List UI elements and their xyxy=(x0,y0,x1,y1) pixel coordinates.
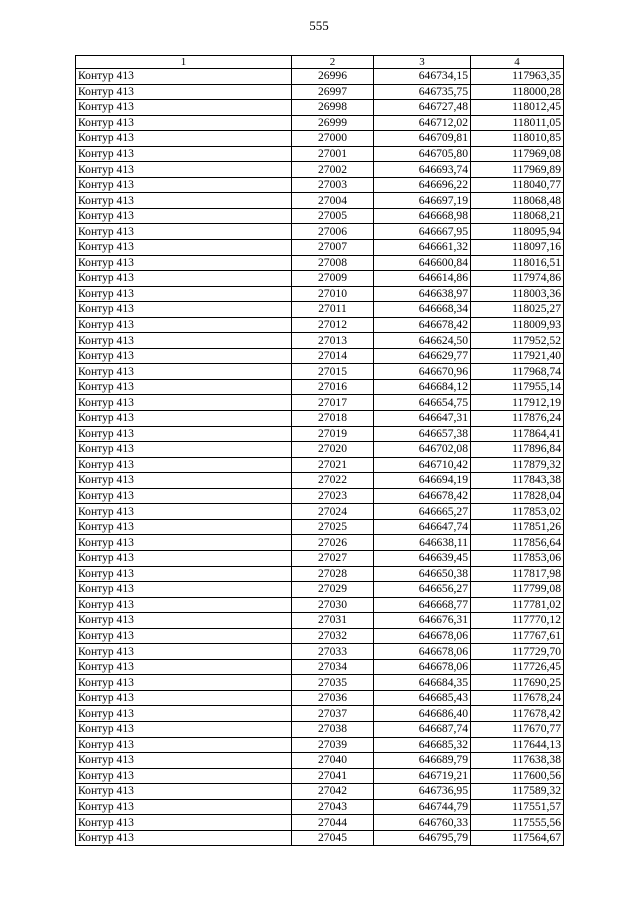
table-row xyxy=(76,597,564,613)
table-row xyxy=(76,457,564,473)
contour-name-cell: Контур 413 xyxy=(76,224,292,240)
table-row xyxy=(76,379,564,395)
point-number-cell: 27035 xyxy=(292,675,374,691)
point-number-cell: 27033 xyxy=(292,644,374,660)
point-number-cell: 27003 xyxy=(292,177,374,193)
x-coordinate-cell: 646709,81 xyxy=(374,131,471,147)
point-number-cell: 27021 xyxy=(292,457,374,473)
x-coordinate-cell: 646696,22 xyxy=(374,177,471,193)
point-number-cell: 27000 xyxy=(292,131,374,147)
table-row xyxy=(76,69,564,85)
y-coordinate-cell: 117638,38 xyxy=(471,753,564,769)
contour-name-cell: Контур 413 xyxy=(76,442,292,458)
x-coordinate-cell: 646685,32 xyxy=(374,737,471,753)
table-row xyxy=(76,721,564,737)
point-number-cell: 27041 xyxy=(292,768,374,784)
y-coordinate-cell: 117828,04 xyxy=(471,488,564,504)
contour-name-cell: Контур 413 xyxy=(76,411,292,427)
table-row xyxy=(76,411,564,427)
contour-name-cell: Контур 413 xyxy=(76,706,292,722)
x-coordinate-cell: 646685,43 xyxy=(374,690,471,706)
contour-name-cell: Контур 413 xyxy=(76,535,292,551)
point-number-cell: 27036 xyxy=(292,690,374,706)
point-number-cell: 26997 xyxy=(292,84,374,100)
point-number-cell: 27008 xyxy=(292,255,374,271)
table-row xyxy=(76,488,564,504)
y-coordinate-cell: 117670,77 xyxy=(471,721,564,737)
contour-name-cell: Контур 413 xyxy=(76,737,292,753)
y-coordinate-cell: 118012,45 xyxy=(471,100,564,116)
contour-name-cell: Контур 413 xyxy=(76,613,292,629)
x-coordinate-cell: 646668,77 xyxy=(374,597,471,613)
point-number-cell: 26998 xyxy=(292,100,374,116)
point-number-cell: 26996 xyxy=(292,69,374,85)
point-number-cell: 27039 xyxy=(292,737,374,753)
y-coordinate-cell: 117678,42 xyxy=(471,706,564,722)
table-row xyxy=(76,566,564,582)
x-coordinate-cell: 646639,45 xyxy=(374,550,471,566)
y-coordinate-cell: 117969,08 xyxy=(471,146,564,162)
contour-name-cell: Контур 413 xyxy=(76,659,292,675)
x-coordinate-cell: 646684,35 xyxy=(374,675,471,691)
y-coordinate-cell: 117781,02 xyxy=(471,597,564,613)
table-row xyxy=(76,706,564,722)
x-coordinate-cell: 646735,75 xyxy=(374,84,471,100)
y-coordinate-cell: 118068,48 xyxy=(471,193,564,209)
y-coordinate-cell: 117974,86 xyxy=(471,271,564,287)
x-coordinate-cell: 646712,02 xyxy=(374,115,471,131)
table-row xyxy=(76,162,564,178)
table-row xyxy=(76,582,564,598)
table-row xyxy=(76,302,564,318)
y-coordinate-cell: 117678,24 xyxy=(471,690,564,706)
y-coordinate-cell: 118025,27 xyxy=(471,302,564,318)
table-row xyxy=(76,395,564,411)
contour-name-cell: Контур 413 xyxy=(76,628,292,644)
y-coordinate-cell: 118010,85 xyxy=(471,131,564,147)
x-coordinate-cell: 646727,48 xyxy=(374,100,471,116)
table-row xyxy=(76,675,564,691)
point-number-cell: 27015 xyxy=(292,364,374,380)
table-row xyxy=(76,815,564,831)
contour-name-cell: Контур 413 xyxy=(76,550,292,566)
x-coordinate-cell: 646650,38 xyxy=(374,566,471,582)
x-coordinate-cell: 646744,79 xyxy=(374,799,471,815)
y-coordinate-cell: 117879,32 xyxy=(471,457,564,473)
point-number-cell: 27005 xyxy=(292,208,374,224)
contour-name-cell: Контур 413 xyxy=(76,364,292,380)
y-coordinate-cell: 117963,35 xyxy=(471,69,564,85)
x-coordinate-cell: 646678,06 xyxy=(374,628,471,644)
contour-name-cell: Контур 413 xyxy=(76,690,292,706)
column-header-4: 4 xyxy=(471,56,564,69)
table-row xyxy=(76,348,564,364)
table-row xyxy=(76,364,564,380)
y-coordinate-cell: 117729,70 xyxy=(471,644,564,660)
contour-name-cell: Контур 413 xyxy=(76,799,292,815)
x-coordinate-cell: 646647,74 xyxy=(374,519,471,535)
y-coordinate-cell: 117955,14 xyxy=(471,379,564,395)
point-number-cell: 27025 xyxy=(292,519,374,535)
y-coordinate-cell: 117600,56 xyxy=(471,768,564,784)
table-row xyxy=(76,100,564,116)
y-coordinate-cell: 117551,57 xyxy=(471,799,564,815)
contour-name-cell: Контур 413 xyxy=(76,271,292,287)
y-coordinate-cell: 117856,64 xyxy=(471,535,564,551)
coordinates-table xyxy=(75,55,564,846)
contour-name-cell: Контур 413 xyxy=(76,830,292,846)
table-row xyxy=(76,286,564,302)
point-number-cell: 27010 xyxy=(292,286,374,302)
x-coordinate-cell: 646694,19 xyxy=(374,473,471,489)
contour-name-cell: Контур 413 xyxy=(76,348,292,364)
y-coordinate-cell: 118040,77 xyxy=(471,177,564,193)
y-coordinate-cell: 117770,12 xyxy=(471,613,564,629)
point-number-cell: 27014 xyxy=(292,348,374,364)
y-coordinate-cell: 117968,74 xyxy=(471,364,564,380)
contour-name-cell: Контур 413 xyxy=(76,177,292,193)
x-coordinate-cell: 646795,79 xyxy=(374,830,471,846)
table-row xyxy=(76,115,564,131)
x-coordinate-cell: 646638,97 xyxy=(374,286,471,302)
point-number-cell: 27023 xyxy=(292,488,374,504)
y-coordinate-cell: 118068,21 xyxy=(471,208,564,224)
point-number-cell: 27030 xyxy=(292,597,374,613)
contour-name-cell: Контур 413 xyxy=(76,193,292,209)
x-coordinate-cell: 646678,42 xyxy=(374,488,471,504)
table-row xyxy=(76,613,564,629)
point-number-cell: 27034 xyxy=(292,659,374,675)
contour-name-cell: Контур 413 xyxy=(76,597,292,613)
point-number-cell: 27045 xyxy=(292,830,374,846)
point-number-cell: 27020 xyxy=(292,442,374,458)
contour-name-cell: Контур 413 xyxy=(76,582,292,598)
column-header-1: 1 xyxy=(76,56,292,69)
table-row xyxy=(76,255,564,271)
x-coordinate-cell: 646600,84 xyxy=(374,255,471,271)
contour-name-cell: Контур 413 xyxy=(76,815,292,831)
point-number-cell: 27028 xyxy=(292,566,374,582)
point-number-cell: 26999 xyxy=(292,115,374,131)
x-coordinate-cell: 646678,06 xyxy=(374,644,471,660)
x-coordinate-cell: 646697,19 xyxy=(374,193,471,209)
point-number-cell: 27001 xyxy=(292,146,374,162)
point-number-cell: 27007 xyxy=(292,240,374,256)
table-row xyxy=(76,737,564,753)
contour-name-cell: Контур 413 xyxy=(76,395,292,411)
column-header-2: 2 xyxy=(292,56,374,69)
point-number-cell: 27032 xyxy=(292,628,374,644)
x-coordinate-cell: 646638,11 xyxy=(374,535,471,551)
x-coordinate-cell: 646689,79 xyxy=(374,753,471,769)
x-coordinate-cell: 646665,27 xyxy=(374,504,471,520)
table-row xyxy=(76,504,564,520)
table-header-row xyxy=(76,56,564,69)
table-row xyxy=(76,224,564,240)
x-coordinate-cell: 646684,12 xyxy=(374,379,471,395)
point-number-cell: 27027 xyxy=(292,550,374,566)
x-coordinate-cell: 646693,74 xyxy=(374,162,471,178)
x-coordinate-cell: 646710,42 xyxy=(374,457,471,473)
contour-name-cell: Контур 413 xyxy=(76,721,292,737)
table-row xyxy=(76,753,564,769)
contour-name-cell: Контур 413 xyxy=(76,488,292,504)
table-row xyxy=(76,644,564,660)
table-row xyxy=(76,426,564,442)
table-row xyxy=(76,146,564,162)
y-coordinate-cell: 118003,36 xyxy=(471,286,564,302)
x-coordinate-cell: 646667,95 xyxy=(374,224,471,240)
x-coordinate-cell: 646687,74 xyxy=(374,721,471,737)
y-coordinate-cell: 117564,67 xyxy=(471,830,564,846)
table-row xyxy=(76,768,564,784)
point-number-cell: 27012 xyxy=(292,317,374,333)
y-coordinate-cell: 118016,51 xyxy=(471,255,564,271)
contour-name-cell: Контур 413 xyxy=(76,473,292,489)
contour-name-cell: Контур 413 xyxy=(76,675,292,691)
y-coordinate-cell: 117853,06 xyxy=(471,550,564,566)
x-coordinate-cell: 646654,75 xyxy=(374,395,471,411)
y-coordinate-cell: 118009,93 xyxy=(471,317,564,333)
point-number-cell: 27037 xyxy=(292,706,374,722)
x-coordinate-cell: 646647,31 xyxy=(374,411,471,427)
contour-name-cell: Контур 413 xyxy=(76,162,292,178)
y-coordinate-cell: 117726,45 xyxy=(471,659,564,675)
table-row xyxy=(76,271,564,287)
x-coordinate-cell: 646624,50 xyxy=(374,333,471,349)
contour-name-cell: Контур 413 xyxy=(76,768,292,784)
point-number-cell: 27011 xyxy=(292,302,374,318)
point-number-cell: 27038 xyxy=(292,721,374,737)
contour-name-cell: Контур 413 xyxy=(76,115,292,131)
x-coordinate-cell: 646657,38 xyxy=(374,426,471,442)
y-coordinate-cell: 118095,94 xyxy=(471,224,564,240)
table-row xyxy=(76,690,564,706)
contour-name-cell: Контур 413 xyxy=(76,457,292,473)
y-coordinate-cell: 118011,05 xyxy=(471,115,564,131)
contour-name-cell: Контур 413 xyxy=(76,302,292,318)
x-coordinate-cell: 646719,21 xyxy=(374,768,471,784)
column-header-3: 3 xyxy=(374,56,471,69)
y-coordinate-cell: 117912,19 xyxy=(471,395,564,411)
point-number-cell: 27006 xyxy=(292,224,374,240)
contour-name-cell: Контур 413 xyxy=(76,519,292,535)
contour-name-cell: Контур 413 xyxy=(76,566,292,582)
point-number-cell: 27018 xyxy=(292,411,374,427)
x-coordinate-cell: 646678,06 xyxy=(374,659,471,675)
point-number-cell: 27004 xyxy=(292,193,374,209)
table-row xyxy=(76,473,564,489)
x-coordinate-cell: 646734,15 xyxy=(374,69,471,85)
x-coordinate-cell: 646668,34 xyxy=(374,302,471,318)
x-coordinate-cell: 646702,08 xyxy=(374,442,471,458)
y-coordinate-cell: 117969,89 xyxy=(471,162,564,178)
x-coordinate-cell: 646678,42 xyxy=(374,317,471,333)
y-coordinate-cell: 117864,41 xyxy=(471,426,564,442)
contour-name-cell: Контур 413 xyxy=(76,504,292,520)
table-row xyxy=(76,535,564,551)
table-row xyxy=(76,177,564,193)
contour-name-cell: Контур 413 xyxy=(76,208,292,224)
point-number-cell: 27009 xyxy=(292,271,374,287)
y-coordinate-cell: 117921,40 xyxy=(471,348,564,364)
contour-name-cell: Контур 413 xyxy=(76,426,292,442)
table-row xyxy=(76,131,564,147)
y-coordinate-cell: 118000,28 xyxy=(471,84,564,100)
point-number-cell: 27022 xyxy=(292,473,374,489)
point-number-cell: 27024 xyxy=(292,504,374,520)
point-number-cell: 27013 xyxy=(292,333,374,349)
contour-name-cell: Контур 413 xyxy=(76,753,292,769)
point-number-cell: 27044 xyxy=(292,815,374,831)
table-body xyxy=(76,69,564,846)
table-row xyxy=(76,550,564,566)
y-coordinate-cell: 117853,02 xyxy=(471,504,564,520)
contour-name-cell: Контур 413 xyxy=(76,84,292,100)
point-number-cell: 27002 xyxy=(292,162,374,178)
y-coordinate-cell: 117690,25 xyxy=(471,675,564,691)
table-row xyxy=(76,519,564,535)
table-row xyxy=(76,240,564,256)
point-number-cell: 27026 xyxy=(292,535,374,551)
x-coordinate-cell: 646686,40 xyxy=(374,706,471,722)
table-row xyxy=(76,193,564,209)
table-row xyxy=(76,830,564,846)
y-coordinate-cell: 117952,52 xyxy=(471,333,564,349)
point-number-cell: 27043 xyxy=(292,799,374,815)
table-row xyxy=(76,317,564,333)
contour-name-cell: Контур 413 xyxy=(76,644,292,660)
contour-name-cell: Контур 413 xyxy=(76,317,292,333)
point-number-cell: 27016 xyxy=(292,379,374,395)
y-coordinate-cell: 118097,16 xyxy=(471,240,564,256)
x-coordinate-cell: 646614,86 xyxy=(374,271,471,287)
table-row xyxy=(76,799,564,815)
table-row xyxy=(76,208,564,224)
table-row xyxy=(76,659,564,675)
contour-name-cell: Контур 413 xyxy=(76,379,292,395)
contour-name-cell: Контур 413 xyxy=(76,240,292,256)
y-coordinate-cell: 117876,24 xyxy=(471,411,564,427)
table-row xyxy=(76,442,564,458)
point-number-cell: 27031 xyxy=(292,613,374,629)
point-number-cell: 27042 xyxy=(292,784,374,800)
contour-name-cell: Контур 413 xyxy=(76,100,292,116)
contour-name-cell: Контур 413 xyxy=(76,255,292,271)
y-coordinate-cell: 117817,98 xyxy=(471,566,564,582)
contour-name-cell: Контур 413 xyxy=(76,286,292,302)
x-coordinate-cell: 646705,80 xyxy=(374,146,471,162)
y-coordinate-cell: 117644,13 xyxy=(471,737,564,753)
page-number: 555 xyxy=(309,18,329,33)
point-number-cell: 27029 xyxy=(292,582,374,598)
table-row xyxy=(76,784,564,800)
x-coordinate-cell: 646668,98 xyxy=(374,208,471,224)
x-coordinate-cell: 646670,96 xyxy=(374,364,471,380)
table-row xyxy=(76,333,564,349)
y-coordinate-cell: 117767,61 xyxy=(471,628,564,644)
point-number-cell: 27017 xyxy=(292,395,374,411)
contour-name-cell: Контур 413 xyxy=(76,784,292,800)
x-coordinate-cell: 646629,77 xyxy=(374,348,471,364)
point-number-cell: 27019 xyxy=(292,426,374,442)
contour-name-cell: Контур 413 xyxy=(76,69,292,85)
contour-name-cell: Контур 413 xyxy=(76,333,292,349)
x-coordinate-cell: 646760,33 xyxy=(374,815,471,831)
contour-name-cell: Контур 413 xyxy=(76,146,292,162)
y-coordinate-cell: 117851,26 xyxy=(471,519,564,535)
table-row xyxy=(76,84,564,100)
table-row xyxy=(76,628,564,644)
contour-name-cell: Контур 413 xyxy=(76,131,292,147)
x-coordinate-cell: 646661,32 xyxy=(374,240,471,256)
x-coordinate-cell: 646676,31 xyxy=(374,613,471,629)
y-coordinate-cell: 117589,32 xyxy=(471,784,564,800)
x-coordinate-cell: 646656,27 xyxy=(374,582,471,598)
x-coordinate-cell: 646736,95 xyxy=(374,784,471,800)
y-coordinate-cell: 117896,84 xyxy=(471,442,564,458)
y-coordinate-cell: 117799,08 xyxy=(471,582,564,598)
y-coordinate-cell: 117555,56 xyxy=(471,815,564,831)
point-number-cell: 27040 xyxy=(292,753,374,769)
y-coordinate-cell: 117843,38 xyxy=(471,473,564,489)
